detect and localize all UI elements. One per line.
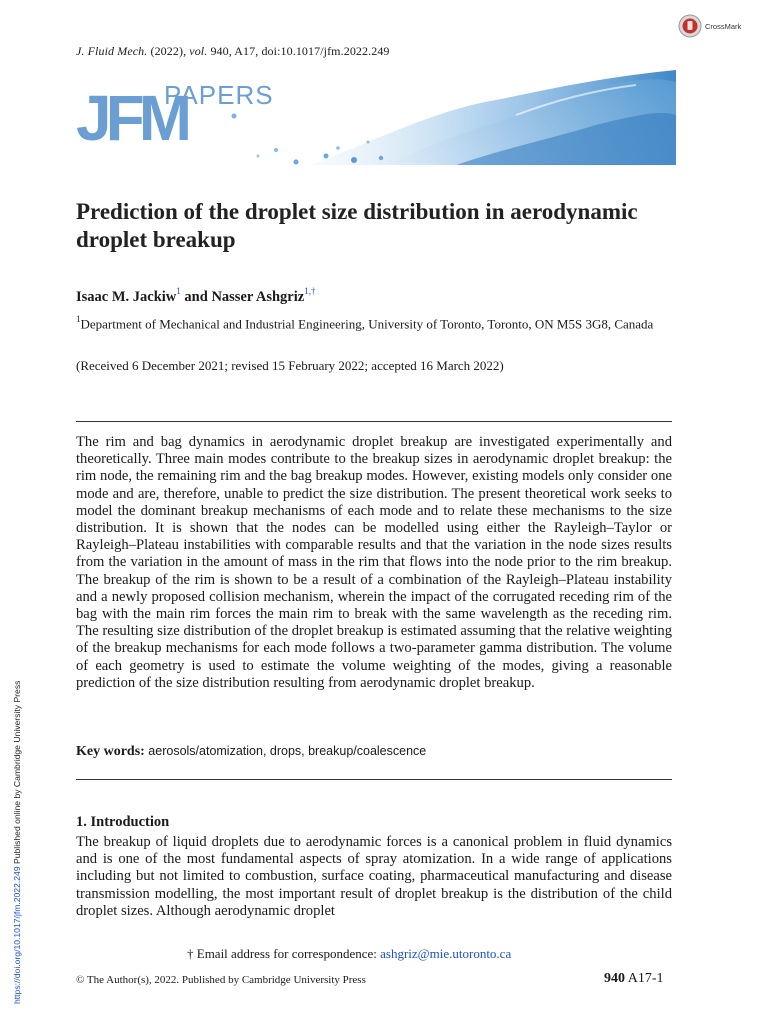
- affiliation-ref-1[interactable]: 1: [176, 286, 181, 296]
- abstract: The rim and bag dynamics in aerodynamic droplet breakup are investigated experimentally and theoretically. Three main modes contribute to the breakup sizes in aerodynamic droplet breakup: the rim node, the remaining rim and the bag breakup modes. However, existing models only consider one mode and are, therefore, unable to predict the size distribution. The present theoretical work seeks to model the dominant breakup mechanisms of each mode and to relate these mechanisms to the size distribution. It is shown that the nodes can be modelled using either the Rayleigh–Taylor or Rayleigh–Plateau instabilities with comparable results and that the variation in the node sizes results from the variation in the amount of mass in the rim that flows into the node prior to the rim breakup. The breakup of the rim is shown to be a result of a combination of the Rayleigh–Plateau instability and a newly proposed collision mechanism, wherein the impact of the corrugated receding rim of the bag with the main rim forces the main rim to break with the same wavelength as the receding rim. The resulting size distribution of the droplet breakup is estimated assuming that the relative weighting of the breakup mechanisms for each mode follows a two-parameter gamma distribution. The volume of each geometry is used to estimate the volume weighting of the modes, giving a reasonable prediction of the size distribution resulting from aerodynamic droplet breakup.: [76, 434, 672, 691]
- crossmark-badge[interactable]: [678, 12, 741, 40]
- author-list: [76, 287, 315, 306]
- page-volume: 940: [604, 971, 625, 986]
- correspondence-footnote: [187, 946, 511, 962]
- page-article-id: A17-1: [625, 971, 664, 986]
- journal-year: (2022),: [147, 44, 190, 58]
- journal-banner: [76, 70, 676, 170]
- affiliation-text: Department of Mechanical and Industrial Engineering, University of Toronto, Toronto, ON M5S 3G8, Canada: [80, 316, 654, 332]
- corresponding-author-dagger: †: [310, 286, 316, 296]
- crossmark-label: CrossMark: [705, 21, 742, 31]
- section-heading-introduction: 1. Introduction: [76, 814, 170, 830]
- correspondence-email-link[interactable]: ashgriz@mie.utoronto.ca: [380, 946, 512, 961]
- keywords-label: Key words:: [76, 744, 145, 759]
- side-doi-link[interactable]: https://doi.org/10.1017/jfm.2022.249: [12, 866, 22, 1004]
- affiliation: [76, 312, 676, 332]
- author-1: Isaac M. Jackiw: [76, 288, 177, 305]
- crossmark-icon: [678, 14, 702, 38]
- copyright-notice: © The Author(s), 2022. Published by Cambridge University Press: [76, 974, 366, 986]
- svg-text:PAPERS: PAPERS: [164, 80, 274, 110]
- article-title: Prediction of the droplet size distribution in aerodynamic droplet breakup: [76, 199, 638, 252]
- author-2: Nasser Ashgriz: [211, 288, 305, 305]
- affiliation-ref-2[interactable]: [304, 286, 315, 296]
- journal-volume-doi: 940, A17, doi:10.1017/jfm.2022.249: [207, 44, 390, 58]
- divider-top: [76, 421, 672, 422]
- footnote-prefix: † Email address for correspondence:: [187, 946, 381, 961]
- journal-citation: [76, 44, 390, 59]
- introduction-text: The breakup of liquid droplets due to aerodynamic forces is a canonical problem in fluid dynamics and is one of the most fundamental aspects of spray atomization. In a wide range of applications including but not limited to combustion, surface coating, pharmaceutical manufacturing and disease transmission modelling, the most important result of droplet breakup is the distribution of the child droplet sizes. Although aerodynamic droplet: [76, 834, 672, 919]
- affiliation-number: 1: [76, 314, 81, 324]
- journal-name: J. Fluid Mech.: [76, 44, 148, 58]
- affiliation-ref-2-sep: ,: [308, 286, 311, 296]
- volume-label: vol.: [189, 44, 208, 58]
- page-number: [604, 971, 664, 987]
- svg-text:JFM: JFM: [76, 82, 186, 154]
- side-doi-notice: [12, 681, 22, 1004]
- author-separator: and: [180, 288, 212, 305]
- keywords: [76, 744, 426, 760]
- divider-bottom: [76, 779, 672, 780]
- received-dates: (Received 6 December 2021; revised 15 February 2022; accepted 16 March 2022): [76, 358, 504, 373]
- side-published-text: Published online by Cambridge University Press: [12, 680, 22, 867]
- jfm-papers-logo: [76, 70, 676, 170]
- affiliation-ref-2-number: 1: [304, 286, 309, 296]
- keywords-value: aerosols/atomization, drops, breakup/coalescence: [144, 744, 427, 758]
